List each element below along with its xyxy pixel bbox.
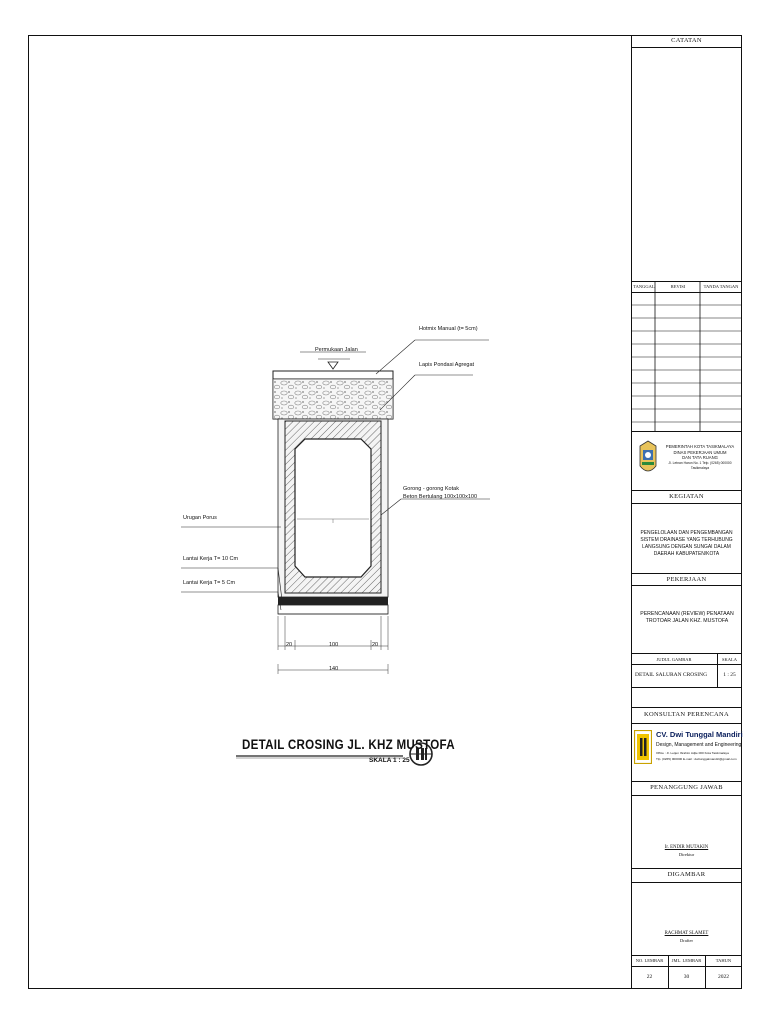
consultant-contact: Tlp. (0265) 000000 E-mail : dwitunggalmandiri@gmail.com <box>656 757 737 761</box>
dim-total: 140 <box>329 666 339 672</box>
digambar-name: RACHMAT SLAMET <box>664 931 709 936</box>
hotmix-layer <box>273 371 393 379</box>
label-road-surface: Permukaan Jalan <box>315 347 358 353</box>
footer-sheet-no: 22 <box>646 974 653 980</box>
rev-col-date: TANGGAL <box>633 284 655 289</box>
revision-table <box>631 281 742 431</box>
agency-line4: Jl. Letnan Harun No. 1 Telp. (0265) 000000 Tasikmalaya <box>668 460 732 470</box>
penanggung-name: Ir. ENDIR MUTAKIN <box>664 845 709 850</box>
penanggung-role: Direktur <box>678 852 695 857</box>
digambar-heading: DIGAMBAR <box>667 871 706 878</box>
dim-left: 20 <box>286 642 293 648</box>
label-floor-10: Lantai Kerja T= 10 Cm <box>183 556 239 562</box>
work-floor-10cm <box>278 597 388 605</box>
pekerjaan-heading: PEKERJAAN <box>666 576 707 583</box>
skala-heading: SKALA <box>721 657 737 662</box>
work-floor-5cm <box>278 605 388 614</box>
label-porous: Urugan Porus <box>183 515 217 521</box>
digambar-role: Drafter <box>680 938 693 943</box>
culvert-opening <box>295 439 371 577</box>
consultant-name: CV. Dwi Tunggal Mandiri <box>656 730 743 739</box>
footer-sheet-no-label: NO. LEMBAR <box>635 958 664 963</box>
skala-value: 1 : 25 <box>723 672 736 678</box>
agency-line1: PEMERINTAH KOTA TASIKMALAYA <box>665 444 735 449</box>
rev-col-revision: REVISI <box>670 284 686 289</box>
kegiatan-heading: KEGIATAN <box>669 493 704 500</box>
kegiatan-text: PENGELOLAAN DAN PENGEMBANGAN SISTEM DRAINASE YANG TERHUBUNG LANGSUNG DENGAN SUNGAI DALAM DAERAH KABUPATEN/KOTA <box>640 530 733 557</box>
footer-sheet-count-label: JML. LEMBAR <box>671 958 702 963</box>
penanggung-heading: PENANGGUNG JAWAB <box>650 784 723 791</box>
agency-line2: DINAS PEKERJAAN UMUM <box>673 449 727 455</box>
label-culvert-1: Gorong - gorong Kotak <box>403 486 459 492</box>
pekerjaan-text: PERENCANAAN (REVIEW) PENATAAN TROTOAR JALAN KHZ. MUSTOFA <box>640 611 734 624</box>
label-floor-5: Lantai Kerja T= 5 Cm <box>183 580 236 586</box>
catatan-heading: CATATAN <box>671 37 702 44</box>
label-hotmix: Hotmix Manual (t= 5cm) <box>419 326 478 332</box>
footer-year-label: TAHUN <box>715 958 732 963</box>
surface-level-marker <box>328 362 338 369</box>
footer-sheet-count: 30 <box>683 974 690 980</box>
dim-right: 20 <box>372 642 379 648</box>
drawing-title: DETAIL CROSING JL. KHZ MUSTOFA <box>242 737 455 752</box>
dim-middle: 100 <box>329 642 339 648</box>
label-aggregate: Lapis Pondasi Agregat <box>419 362 475 368</box>
footer-year: 2022 <box>718 974 729 980</box>
consultant-tagline: Design, Management and Engineering <box>656 742 742 748</box>
agency-line3: DAN TATA RUANG <box>682 455 718 460</box>
judul-value: DETAIL SALURAN CROSING <box>635 672 708 678</box>
label-culvert-2: Beton Bertulang 100x100x100 <box>403 494 478 500</box>
consultant-logo-icon <box>634 730 652 764</box>
konsultan-heading: KONSULTAN PERENCANA <box>644 711 729 718</box>
rev-col-sign: TANDA TANGAN <box>703 284 739 289</box>
drawing-scale: SKALA 1 : 25 <box>369 757 410 764</box>
government-emblem-icon <box>638 440 658 478</box>
consultant-address: Office : Jl. Letjen Ibrahim Adjie 000 Kota Tasikmalaya <box>656 751 729 755</box>
judul-heading: JUDUL GAMBAR <box>656 657 692 662</box>
